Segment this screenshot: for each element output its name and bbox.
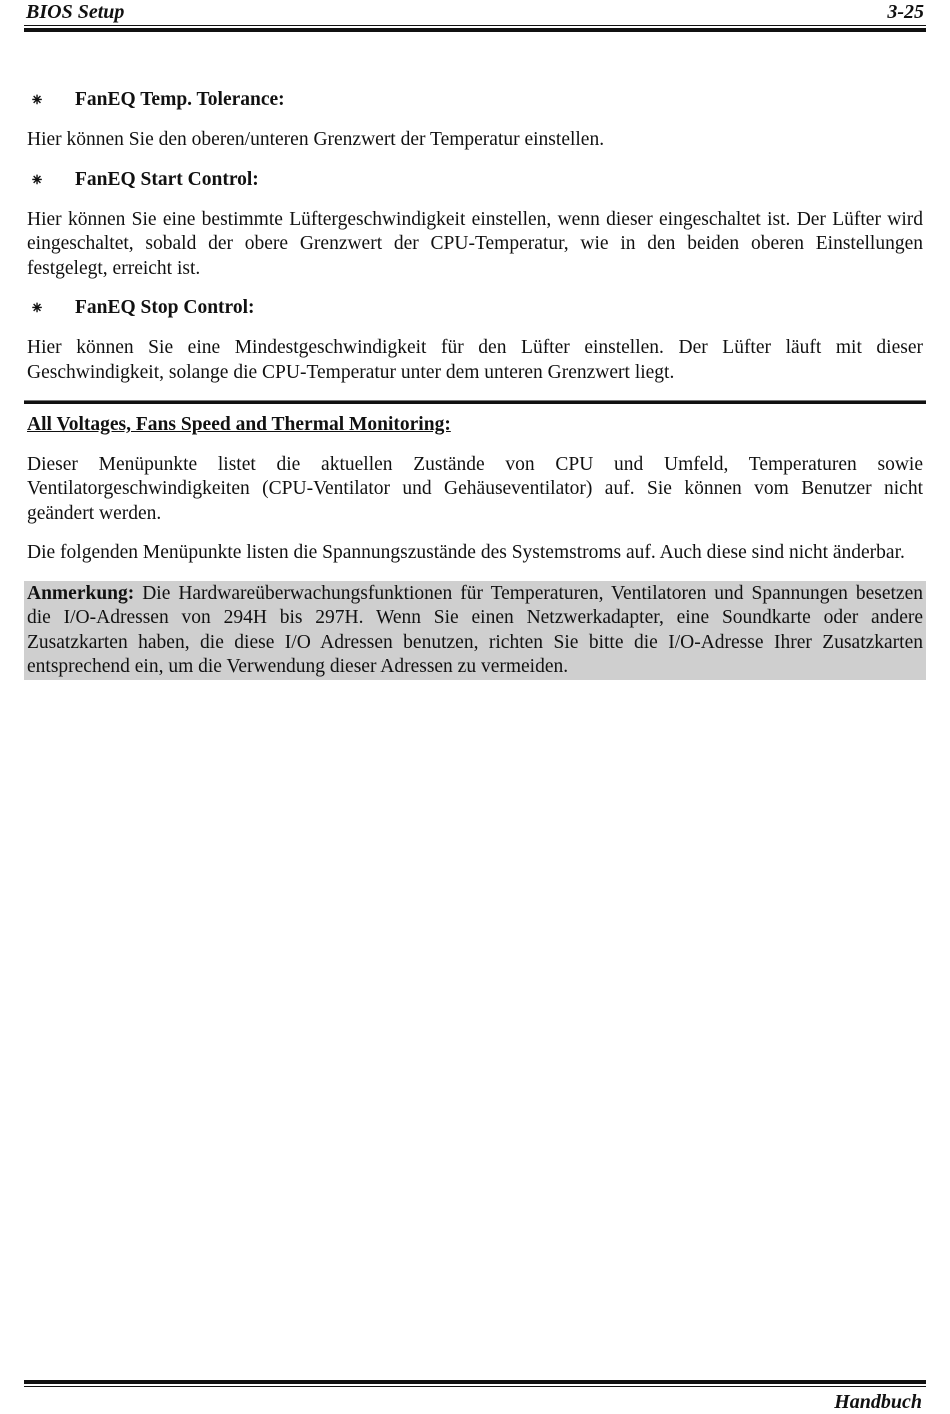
section-divider: [24, 400, 926, 405]
footer-rule: [24, 1380, 926, 1387]
header-title: BIOS Setup: [26, 1, 125, 23]
section-title: All Voltages, Fans Speed and Thermal Monitoring:: [27, 414, 451, 435]
item-title: FanEQ Stop Control:: [75, 297, 255, 318]
section-paragraph: Die folgenden Menüpunkte listen die Spannungszustände des Systemstroms auf. Auch diese sind nicht änderbar.: [27, 542, 905, 563]
page-content: [27, 88, 923, 680]
page-header: [26, 0, 924, 26]
section-paragraph: Dieser Menüpunkte listet die aktuellen Zustände von CPU und Umfeld, Temperaturen sowie Ventilatorgeschwindigkeiten (CPU-Ventilator und Gehäuseventilator) auf. Sie können vom Benutzer nicht geändert werden.: [27, 453, 923, 524]
asterisk-bullet-icon: ⁕: [29, 169, 45, 190]
note-text: Die Hardwareüberwachungsfunktionen für Temperaturen, Ventilatoren und Spannungen besetzen die I/O-Adressen von 294H bis 297H. Wenn Sie einen Netzwerkadapter, eine Soundkarte oder andere Zusatzkarten haben, die diese I/O Adressen benutzen, richten Sie bitte die I/O-Adresse Ihrer Zusatzkarten entsprechend ein, um die Verwendung dieser Adressen zu vermeiden.: [27, 582, 923, 677]
page-number: 3-25: [887, 1, 924, 23]
asterisk-bullet-icon: ⁕: [29, 298, 45, 318]
item-heading-temp-tolerance: [27, 88, 923, 113]
item-description: Hier können Sie den oberen/unteren Grenzwert der Temperatur einstellen.: [27, 129, 605, 150]
item-heading-start-control: [27, 168, 923, 193]
item-description: Hier können Sie eine Mindestgeschwindigkeit für den Lüfter einstellen. Der Lüfter läuft mit dieser Geschwindigkeit, solange die CPU-Temperatur unter dem unteren Grenzwert liegt.: [27, 337, 923, 383]
footer-title: Handbuch: [834, 1391, 922, 1413]
item-heading-stop-control: [27, 296, 923, 321]
note-label: Anmerkung:: [27, 582, 135, 604]
item-title: FanEQ Temp. Tolerance:: [75, 89, 285, 110]
item-description: Hier können Sie eine bestimmte Lüftergeschwindigkeit einstellen, wenn dieser eingeschaltet ist. Der Lüfter wird eingeschaltet, sobald der obere Grenzwert der CPU-Temperatur, wie in den beiden oberen Einstellungen festgelegt, erreicht ist.: [27, 208, 923, 279]
asterisk-bullet-icon: ⁕: [29, 90, 45, 110]
item-title: FanEQ Start Control:: [75, 168, 259, 190]
header-rule: [24, 25, 926, 32]
note-box: [24, 581, 926, 680]
